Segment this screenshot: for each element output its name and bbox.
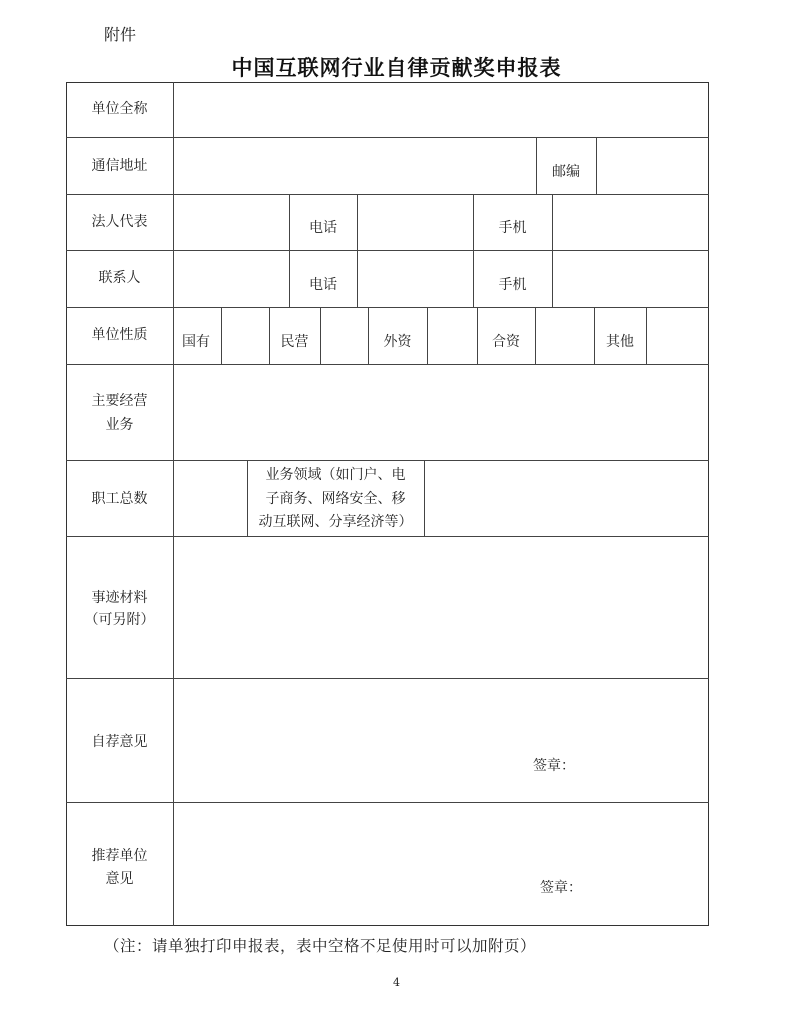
legal-rep-mobile-label: 手机 xyxy=(498,220,527,236)
legal-rep-mobile-field[interactable] xyxy=(553,195,708,249)
recommender-label-line2: 意见 xyxy=(105,871,134,887)
footnote: （注：请单独打印申报表，表中空格不足使用时可以加附页） xyxy=(104,937,537,955)
postcode-field[interactable] xyxy=(597,138,708,193)
nature-checkbox-state-owned[interactable] xyxy=(222,308,268,363)
deeds-label-line1: 事迹材料 xyxy=(91,590,148,606)
legal-rep-phone-label: 电话 xyxy=(309,220,337,236)
business-domain-label-line1: 业务领域（如门户、电 xyxy=(265,467,406,483)
self-recommendation-seal-label: 签章： xyxy=(533,758,575,774)
row-divider xyxy=(66,307,709,308)
business-domain-label-line2: 子商务、网络安全、移 xyxy=(265,491,406,507)
nature-checkbox-foreign[interactable] xyxy=(428,308,476,363)
nature-option-foreign: 外资 xyxy=(383,334,412,350)
contact-phone-label: 电话 xyxy=(309,277,337,293)
unit-nature-label: 单位性质 xyxy=(91,327,148,343)
main-business-label-line2: 业务 xyxy=(105,417,134,433)
address-label: 通信地址 xyxy=(91,158,148,174)
recommender-opinion-field[interactable] xyxy=(174,803,708,925)
main-business-field[interactable] xyxy=(174,365,708,459)
nature-checkbox-other[interactable] xyxy=(647,308,708,363)
nature-option-private: 民营 xyxy=(280,334,309,350)
business-domain-label-line3: 动互联网、分享经济等） xyxy=(258,514,413,530)
employees-field[interactable] xyxy=(174,461,246,535)
address-field[interactable] xyxy=(174,138,535,193)
nature-option-other: 其他 xyxy=(606,334,634,350)
legal-rep-label: 法人代表 xyxy=(91,214,148,230)
form-title: 中国互联网行业自律贡献奖申报表 xyxy=(231,56,562,80)
contact-mobile-field[interactable] xyxy=(553,251,708,306)
nature-checkbox-private[interactable] xyxy=(321,308,367,363)
nature-option-joint: 合资 xyxy=(492,334,520,350)
contact-phone-field[interactable] xyxy=(358,251,472,306)
main-business-label-line1: 主要经营 xyxy=(91,393,148,409)
contact-label: 联系人 xyxy=(98,270,141,286)
nature-checkbox-joint[interactable] xyxy=(536,308,593,363)
business-domain-field[interactable] xyxy=(425,461,708,535)
nature-option-state-owned: 国有 xyxy=(182,334,210,350)
deeds-field[interactable] xyxy=(174,537,708,677)
recommender-label-line1: 推荐单位 xyxy=(91,848,148,864)
recommender-seal-label: 签章： xyxy=(540,880,582,896)
unit-name-field[interactable] xyxy=(174,83,708,136)
self-recommendation-field[interactable] xyxy=(174,679,708,801)
postcode-label: 邮编 xyxy=(552,164,580,180)
attachment-label: 附件 xyxy=(104,25,137,44)
unit-name-label: 单位全称 xyxy=(91,101,148,117)
contact-mobile-label: 手机 xyxy=(498,277,527,293)
deeds-label-line2: （可另附） xyxy=(84,612,155,628)
page-number: 4 xyxy=(393,976,400,989)
employees-label: 职工总数 xyxy=(91,491,148,507)
legal-rep-phone-field[interactable] xyxy=(358,195,472,249)
legal-rep-field[interactable] xyxy=(174,195,288,249)
contact-field[interactable] xyxy=(174,251,288,306)
self-recommendation-label: 自荐意见 xyxy=(91,734,148,750)
